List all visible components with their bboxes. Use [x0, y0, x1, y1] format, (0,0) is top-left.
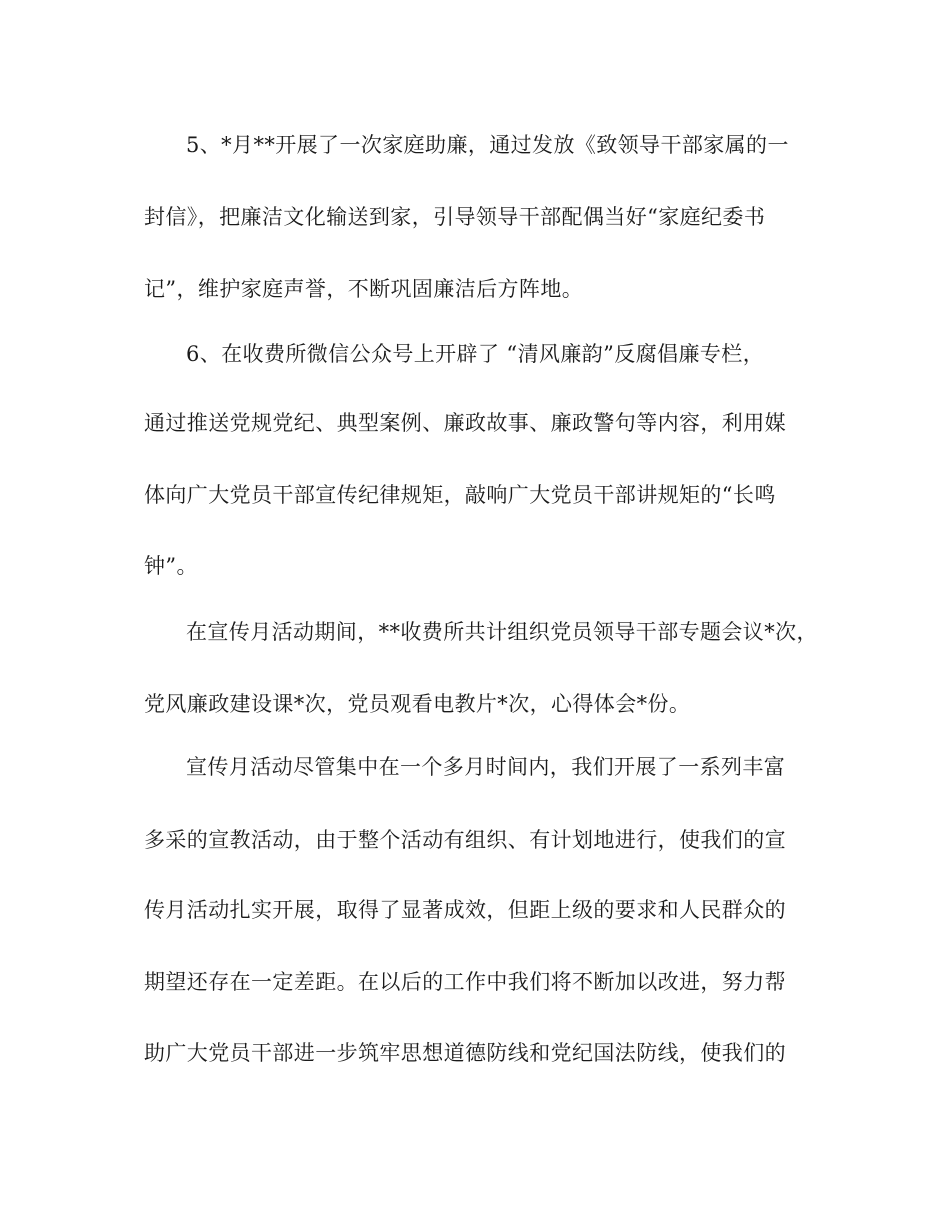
paragraph-6-line-1: 6、在收费所微信公众号上开辟了 “清风廉韵”反腐倡廉专栏， — [186, 342, 765, 366]
conclusion-line-2: 多采的宣教活动，由于整个活动有组织、有计划地进行，使我们的宣 — [144, 828, 786, 852]
conclusion-line-5: 助广大党员干部进一步筑牢思想道德防线和党纪国法防线，使我们的 — [144, 1041, 786, 1065]
summary-line-2: 党风廉政建设课*次，党员观看电教片*次，心得体会*份。 — [144, 692, 691, 716]
conclusion-line-1: 宣传月活动尽管集中在一个多月时间内，我们开展了一系列丰富 — [186, 755, 786, 779]
paragraph-5-line-2: 封信》，把廉洁文化输送到家，引导领导干部配偶当好“家庭纪委书 — [144, 205, 766, 229]
paragraph-6-line-3: 体向广大党员干部宣传纪律规矩，敲响广大党员干部讲规矩的“长鸣 — [144, 483, 776, 507]
summary-line-1: 在宣传月活动期间，**收费所共计组织党员领导干部专题会议*次， — [186, 620, 818, 644]
paragraph-5-line-3: 记”，维护家庭声誉，不断巩固廉洁后方阵地。 — [144, 277, 584, 301]
conclusion-line-4: 期望还存在一定差距。在以后的工作中我们将不断加以改进，努力帮 — [144, 970, 786, 994]
paragraph-6-line-4: 钟”。 — [144, 554, 198, 578]
paragraph-5-line-1: 5、*月**开展了一次家庭助廉，通过发放《致领导干部家属的一 — [186, 133, 789, 157]
conclusion-line-3: 传月活动扎实开展，取得了显著成效，但距上级的要求和人民群众的 — [144, 898, 786, 922]
paragraph-6-line-2: 通过推送党规党纪、典型案例、廉政故事、廉政警句等内容，利用媒 — [144, 411, 786, 435]
